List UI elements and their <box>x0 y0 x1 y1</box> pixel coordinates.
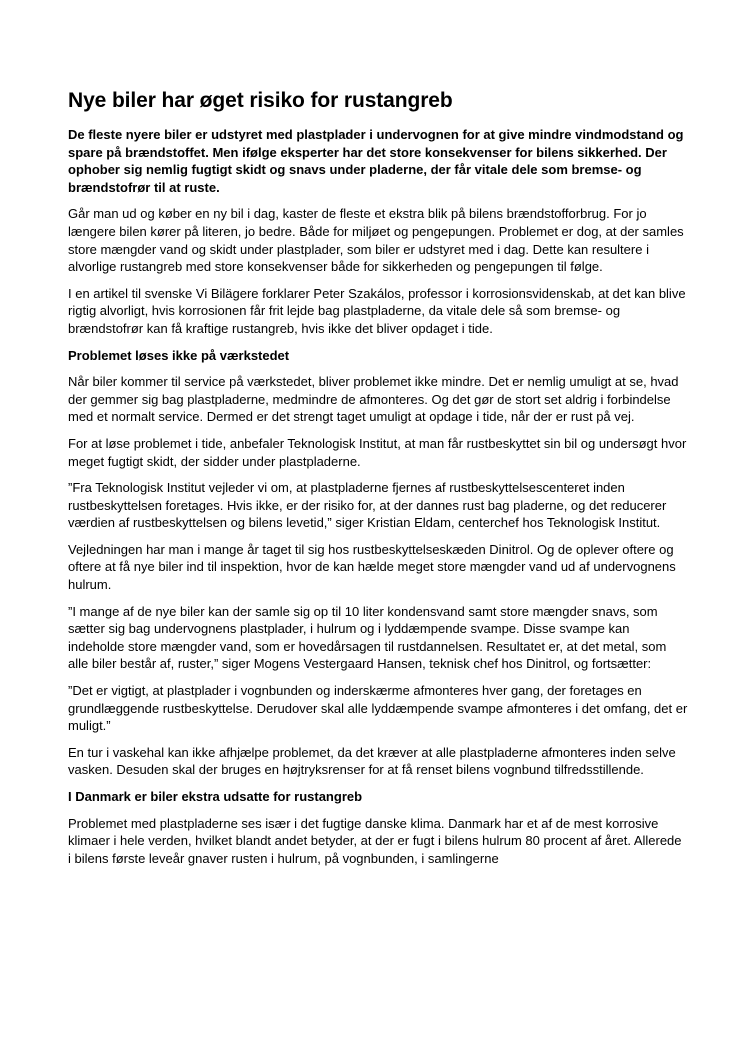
paragraph: Vejledningen har man i mange år taget til sig hos rustbeskyttelseskæden Dinitrol. Og de oplever oftere og oftere at få nye biler ind til inspektion, hvor de kan hælde meget store mængder vand ud af undervognens hulrum. <box>68 541 676 593</box>
paragraph: Når biler kommer til service på værkstedet, bliver problemet ikke mindre. Det er nemlig umuligt at se, hvad der gemmer sig bag plastpladerne, medmindre de afmonteres. Og det gør de stort set aldrig i forbindelse med et normalt service. Dermed er det strengt taget umuligt at opdage i tide, når der er rust på vej. <box>68 374 679 425</box>
paragraph: Går man ud og køber en ny bil i dag, kaster de fleste et ekstra blik på bilens brændstofforbrug. For jo længere bilen kører på literen, jo bedre. Både for miljøet og pengepungen. Problemet er dog, at der samles store mængder vand og skidt under plastplader, som biler er udstyret med i dag. Dette kan resultere i alvorlige rustangreb med store konsekvenser både for sikkerheden og pengepungen til følge. <box>68 206 684 275</box>
section-heading: Problemet løses ikke på værkstedet <box>68 347 290 363</box>
paragraph: I en artikel til svenske Vi Bilägere forklarer Peter Szakálos, professor i korrosionsvidenskab, at det kan blive rigtig alvorligt, hvis korrosionen får frit lejde bag plastpladerne, da vitale dele så som bremse- og brændstofrør kan få kraftige rustangreb, hvis ikke det bliver opdaget i tide. <box>68 285 686 336</box>
section-heading: I Danmark er biler ekstra udsatte for rustangreb <box>68 789 363 804</box>
quote-paragraph: ”I mange af de nye biler kan der samle sig op til 10 liter kondensvand samt store mængder snavs, som sætter sig bag undervognens plastplader, i hulrum og i lyddæmpende svampe. Disse svampe kan indeholde store mængder vand, som er hovedårsagen til rustdannelsen. Resultatet er, at det metal, som alle biler består af, ruster,” siger Mogens Vestergaard Hansen, teknisk chef hos Dinitrol, og fortsætter: <box>68 603 667 672</box>
document-page <box>68 88 688 876</box>
quote-paragraph: ”Det er vigtigt, at plastplader i vognbunden og inderskærme afmonteres hver gang, der foretages en grundlæggende rustbeskyttelse. Derudover skal alle lyddæmpende svampe afmonteres i det omfang, det er muligt.” <box>68 683 688 734</box>
quote-paragraph: ”Fra Teknologisk Institut vejleder vi om, at plastpladerne fjernes af rustbeskyttelsescenteret inden rustbeskyttelsen foretages. Hvis ikke, er der risiko for, at der dannes rust bag pladerne, og det reducerer værdien af rustbeskyttelsen og bilens levetid,” siger Kristian Eldam, centerchef hos Teknologisk Institut. <box>68 480 667 531</box>
paragraph: For at løse problemet i tide, anbefaler Teknologisk Institut, at man får rustbeskyttet sin bil og undersøgt hvor meget fugtigt skidt, der sidder under plastpladerne. <box>68 435 687 469</box>
paragraph: En tur i vaskehal kan ikke afhjælpe problemet, da det kræver at alle plastpladerne afmonteres inden selve vasken. Desuden skal der bruges en højtryksrenser for at få renset bilens vognbund tilfredsstillende. <box>68 744 676 778</box>
article-title: Nye biler har øget risiko for rustangreb <box>68 89 453 112</box>
article-lead: De fleste nyere biler er udstyret med plastplader i undervognen for at give mindre vindmodstand og spare på brændstoffet. Men ifølge eksperter har det store konsekvenser for bilens sikkerhed. Der ophober sig nemlig fugtigt skidt og snavs under pladerne, der får vitale dele som bremse- og brændstofrør til at ruste. <box>68 127 684 195</box>
paragraph: Problemet med plastpladerne ses især i det fugtige danske klima. Danmark har et af de mest korrosive klimaer i hele verden, hvilket blandt andet betyder, at der er fugt i bilens hulrum 80 procent af året. Allerede i bilens første leveår gnaver rusten i hulrum, på vognbunden, i samlingerne <box>68 815 682 866</box>
